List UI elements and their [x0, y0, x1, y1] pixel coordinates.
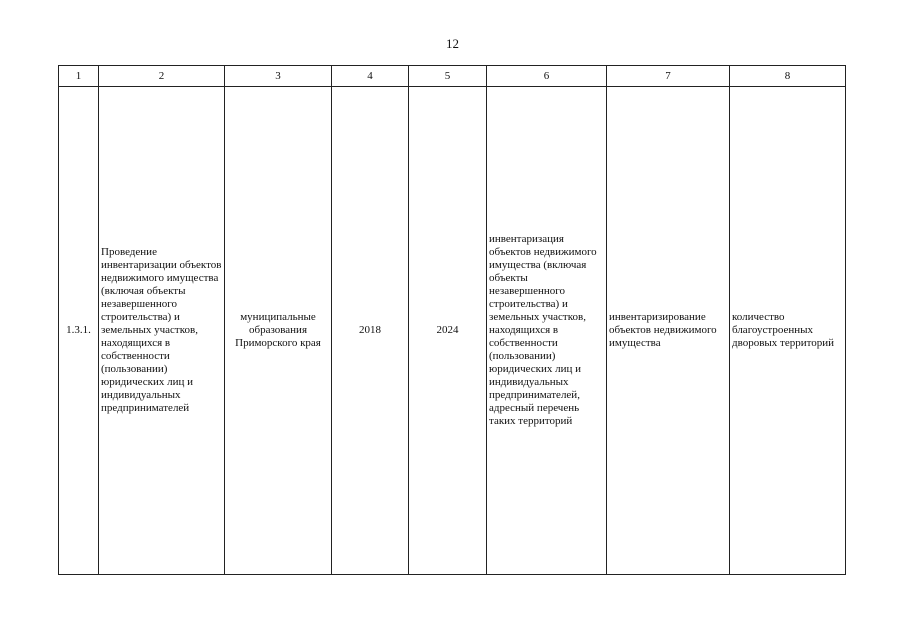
column-header-6: 6	[487, 66, 607, 87]
activity-cell: Проведение инвентаризации объектов недвижимого имущества (включая объекты незавершенного строительства) и земельных участков, находящихся в собственности (пользовании) юридических лиц и индивидуальных предпринимателей	[99, 87, 225, 575]
column-header-7: 7	[607, 66, 730, 87]
column-header-5: 5	[409, 66, 487, 87]
year-start-cell: 2018	[332, 87, 409, 575]
column-header-3: 3	[225, 66, 332, 87]
column-header-2: 2	[99, 66, 225, 87]
page-number: 12	[446, 36, 459, 51]
table-row	[59, 87, 846, 575]
expected-result-cell: инвентаризация объектов недвижимого имущества (включая объекты незавершенного строительства) и земельных участков, находящихся в собственности (пользовании) юридических лиц и индивидуальных предпринимателей, адресный перечень таких территорий	[487, 87, 607, 575]
column-header-1: 1	[59, 66, 99, 87]
executor-cell: муниципальные образования Приморского края	[225, 87, 332, 575]
table-header-row	[59, 66, 846, 87]
program-table	[58, 65, 846, 575]
year-end-cell: 2024	[409, 87, 487, 575]
column-header-8: 8	[730, 66, 846, 87]
direction-cell: инвентаризирование объектов недвижимого имущества	[607, 87, 730, 575]
indicator-cell: количество благоустроенных дворовых территорий	[730, 87, 846, 575]
row-number-cell: 1.3.1.	[59, 87, 99, 575]
column-header-4: 4	[332, 66, 409, 87]
